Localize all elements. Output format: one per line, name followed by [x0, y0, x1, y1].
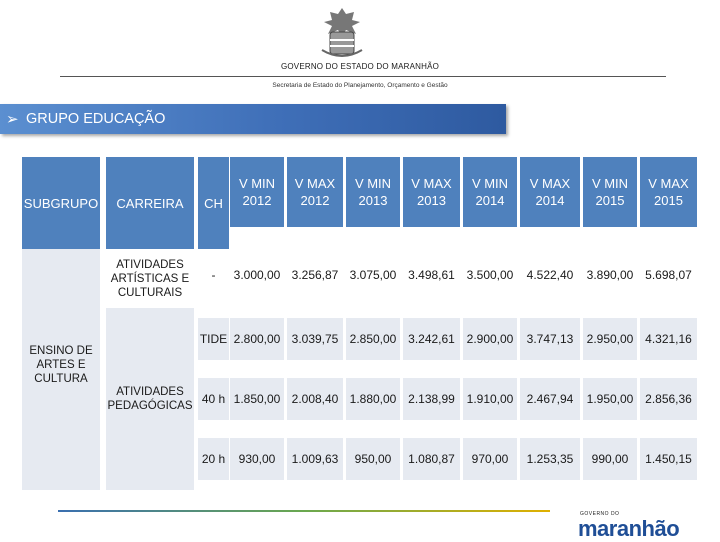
row-2-vmin-2013: 1.880,00 — [346, 378, 400, 420]
row-2-vmax-2013: 2.138,99 — [403, 378, 460, 420]
header-ch: CH — [198, 157, 229, 249]
row-2-vmax-2012: 2.008,40 — [287, 378, 343, 420]
header-label: V MIN — [471, 176, 509, 191]
row-2-vmin-2015: 1.950,00 — [583, 378, 637, 420]
row-1-vmax-2012: 3.039,75 — [287, 318, 343, 360]
row-0-vmax-2013: 3.498,61 — [408, 268, 455, 282]
section-banner — [0, 104, 506, 134]
row-1-vmin-2013: 2.850,00 — [346, 318, 400, 360]
row-1-vmin-2015: 2.950,00 — [583, 318, 637, 360]
header-carreira: CARREIRA — [106, 157, 194, 249]
header-vmin-2013 — [346, 157, 400, 227]
row-1-vmax-2013: 3.242,61 — [403, 318, 460, 360]
header-year: 2013 — [417, 193, 446, 208]
header-vmin-2015 — [583, 157, 637, 227]
row-2-vmin-2012: 1.850,00 — [230, 378, 284, 420]
header-vmax-2014 — [520, 157, 580, 227]
row-0-ch: - — [211, 268, 216, 282]
subgrupo-label: ENSINO DE ARTES E CULTURA — [29, 345, 93, 385]
row-3-ch: 20 h — [198, 438, 229, 480]
row-2-vmax-2015: 2.856,36 — [640, 378, 697, 420]
carreira-artisticas: ATIVIDADES ARTÍSTICAS E CULTURAIS — [110, 258, 190, 299]
arrow-bullet-icon: ➢ — [6, 111, 19, 128]
row-0-vmax-2014: 4.522,40 — [526, 268, 574, 282]
row-1-ch: TIDE — [198, 318, 229, 360]
row-0-vmax-2015: 5.698,07 — [645, 268, 692, 282]
row-3-vmin-2014: 970,00 — [463, 438, 517, 480]
header-label: V MAX — [648, 176, 689, 191]
row-1-vmax-2014: 3.747,13 — [520, 318, 580, 360]
row-3-vmin-2012: 930,00 — [230, 438, 284, 480]
row-3-vmax-2013: 1.080,87 — [403, 438, 460, 480]
header-year: 2014 — [535, 193, 565, 208]
subgrupo-cell — [22, 249, 100, 490]
header-year: 2015 — [595, 193, 625, 208]
header-vmin-2014 — [463, 157, 517, 227]
header-vmax-2012 — [287, 157, 343, 227]
header-year: 2013 — [358, 193, 388, 208]
header-vmax-2015 — [640, 157, 697, 227]
header-label: V MIN — [591, 176, 629, 191]
row-0-vmin-2012: 3.000,00 — [233, 268, 281, 282]
row-2-vmin-2014: 1.910,00 — [463, 378, 517, 420]
row-3-vmax-2015: 1.450,15 — [640, 438, 697, 480]
carreira-pedagogicas: ATIVIDADES PEDAGÓGICAS — [106, 308, 194, 490]
header-divider — [60, 76, 666, 77]
section-title: GRUPO EDUCAÇÃO — [26, 111, 166, 127]
row-3-vmin-2015: 990,00 — [583, 438, 637, 480]
maranhao-logo: maranhão — [578, 516, 680, 541]
header-label: V MAX — [529, 176, 571, 191]
row-3-vmax-2012: 1.009,63 — [287, 438, 343, 480]
header-vmin-2012 — [230, 157, 284, 227]
header-label: V MAX — [294, 176, 336, 191]
header-vmax-2013 — [403, 157, 460, 227]
row-2-ch: 40 h — [198, 378, 229, 420]
header-year: 2012 — [300, 193, 330, 208]
row-2-vmax-2014: 2.467,94 — [520, 378, 580, 420]
row-3-vmin-2013: 950,00 — [346, 438, 400, 480]
footer-logo-caption: GOVERNO DO — [580, 511, 620, 517]
row-0-vmax-2012: 3.256,87 — [291, 268, 339, 282]
header-label: V MIN — [238, 176, 276, 191]
footer-divider — [58, 510, 550, 512]
row-1-vmax-2015: 4.321,16 — [640, 318, 697, 360]
header-label: V MIN — [354, 176, 392, 191]
row-0-vmin-2015: 3.890,00 — [586, 268, 634, 282]
row-0-vmin-2014: 3.500,00 — [466, 268, 514, 282]
state-crest-icon — [316, 6, 368, 60]
row-1-vmin-2014: 2.900,00 — [463, 318, 517, 360]
header-subgrupo: SUBGRUPO — [22, 157, 100, 249]
header-label: V MAX — [411, 176, 452, 191]
secretariat-name: Secretaria de Estado do Planejamento, Orçamento e Gestão — [272, 82, 448, 89]
row-1-vmin-2012: 2.800,00 — [230, 318, 284, 360]
row-3-vmax-2014: 1.253,35 — [520, 438, 580, 480]
row-0-vmin-2013: 3.075,00 — [349, 268, 397, 282]
government-title: GOVERNO DO ESTADO DO MARANHÃO — [280, 62, 440, 71]
header-year: 2014 — [475, 193, 505, 208]
header-year: 2012 — [242, 193, 272, 208]
header-year: 2015 — [654, 193, 683, 208]
